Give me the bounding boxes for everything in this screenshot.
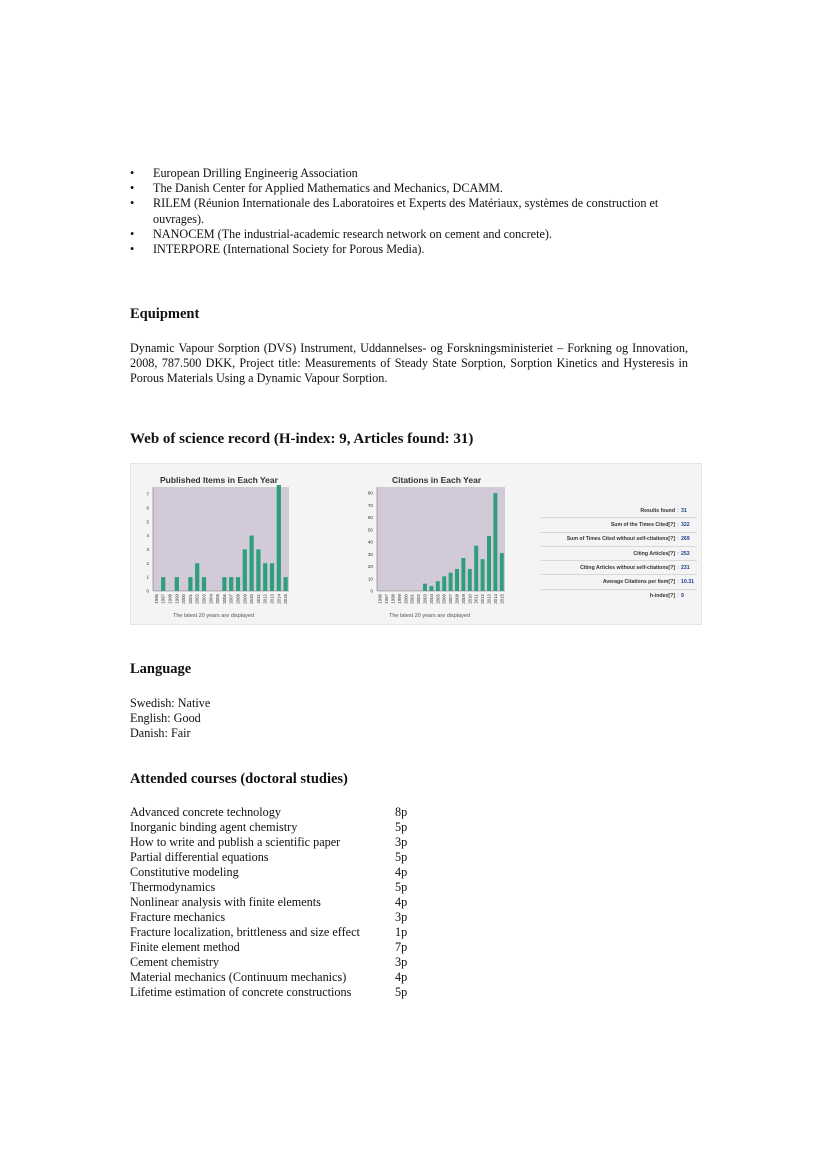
course-name: Cement chemistry [130,955,220,969]
course-row [130,835,407,850]
y-tick-label: 4 [146,533,149,539]
y-tick-label: 6 [146,505,149,511]
x-tick-label: 2000 [403,594,409,604]
y-tick-label: 0 [146,588,149,594]
x-tick-label: 2011 [255,594,261,604]
published-chart-title: Published Items in Each Year [160,475,278,485]
stat-label: Citing Articles without self-citations[?] [580,564,675,571]
stat-row [541,560,697,574]
x-tick-label: 1999 [174,594,180,604]
course-points: 1p [395,925,408,939]
x-tick-label: 2003 [422,594,428,604]
published-items-chart [135,485,295,613]
y-tick-label: 60 [367,515,373,521]
course-name: Nonlinear analysis with finite elements [130,895,321,909]
plot-area [153,487,289,591]
course-row [130,955,407,970]
course-name: Material mechanics (Continuum mechanics) [130,970,347,984]
language-list [130,696,210,742]
bar [449,573,453,591]
stat-label: Sum of Times Cited without self-citations[?] [566,536,675,543]
stat-row [541,546,697,560]
citations-chart [359,485,519,613]
y-tick-label: 5 [146,519,149,525]
x-tick-label: 2012 [480,594,486,604]
bar [222,577,226,591]
x-tick-label: 2005 [215,594,221,604]
stat-row [541,574,697,588]
bar [202,577,206,591]
y-tick-label: 1 [146,574,149,580]
bar [423,584,427,591]
bar [487,536,491,591]
course-name: Constitutive modeling [130,865,239,879]
course-points: 3p [395,955,408,969]
bar [283,577,287,591]
stat-value: 253 [681,550,690,557]
course-name: Fracture localization, brittleness and size effect [130,925,360,939]
y-tick-label: 10 [367,576,373,582]
course-name: Lifetime estimation of concrete constructions [130,985,352,999]
stat-separator: : [677,550,679,557]
bar [474,546,478,591]
stat-separator: : [677,536,679,543]
course-row [130,970,407,985]
course-row [130,820,407,835]
citations-chart-footnote: The latest 20 years are displayed [389,613,471,619]
citation-report [541,504,697,603]
stat-value: 269 [681,536,690,543]
language-item: Danish: Fair [130,726,191,741]
bar [263,563,267,591]
course-points: 5p [395,880,408,894]
course-points: 5p [395,850,408,864]
bar [461,558,465,591]
x-tick-label: 2007 [228,594,234,604]
bar [256,549,260,591]
x-tick-label: 1996 [153,594,159,604]
bar [243,549,247,591]
y-tick-label: 2 [146,560,149,566]
x-tick-label: 2005 [435,594,441,604]
list-item: • The Danish Center for Applied Mathematics and Mechanics, DCAMM. [130,181,690,196]
y-tick-label: 0 [370,588,373,594]
bar [270,563,274,591]
published-chart-footnote: The latest 20 years are displayed [173,613,255,619]
course-row [130,895,407,910]
x-tick-label: 1999 [396,594,402,604]
bar [481,559,485,591]
bar [277,485,281,591]
x-tick-label: 1997 [384,594,390,604]
bar [436,581,440,591]
x-tick-label: 2014 [492,594,498,604]
x-tick-label: 2001 [409,594,415,604]
bar [429,586,433,591]
course-name: Inorganic binding agent chemistry [130,820,298,834]
course-points: 5p [395,985,408,999]
stat-separator: : [677,564,679,571]
y-tick-label: 40 [367,539,373,545]
x-tick-label: 2010 [249,594,255,604]
course-row [130,925,407,940]
equipment-heading: Equipment [130,306,200,322]
language-item: English: Good [130,711,201,726]
stat-value: 31 [681,507,687,514]
x-tick-label: 2007 [448,594,454,604]
x-tick-label: 2001 [187,594,193,604]
course-points: 3p [395,835,408,849]
bar [236,577,240,591]
stat-label: Citing Articles[?] [633,550,675,557]
y-tick-label: 50 [367,527,373,533]
x-tick-label: 2008 [454,594,460,604]
y-tick-label: 30 [367,551,373,557]
stat-row [541,589,697,603]
y-tick-label: 80 [367,490,373,496]
course-row [130,910,407,925]
language-heading: Language [130,661,192,677]
x-tick-label: 1996 [377,594,383,604]
bar [175,577,179,591]
y-tick-label: 70 [367,502,373,508]
course-points: 4p [395,970,408,984]
x-tick-label: 2003 [201,594,207,604]
stat-row [541,517,697,531]
x-tick-label: 2000 [181,594,187,604]
bar [249,536,253,591]
x-tick-label: 2009 [460,594,466,604]
course-name: How to write and publish a scientific paper [130,835,341,849]
stat-row [541,532,697,546]
stat-label: Results found [640,507,675,514]
bar [188,577,192,591]
x-tick-label: 2015 [283,594,289,604]
course-points: 7p [395,940,408,954]
stat-value: 9 [681,593,684,600]
stat-separator: : [677,593,679,600]
stat-separator: : [677,507,679,514]
bar [455,569,459,591]
language-item: Swedish: Native [130,696,211,710]
web-of-science-heading: Web of science record (H-index: 9, Articles found: 31) [130,431,474,447]
plot-area [377,487,505,591]
x-tick-label: 1997 [160,594,166,604]
stat-value: 322 [681,521,690,528]
course-row [130,985,407,1000]
x-tick-label: 1998 [167,594,173,604]
stat-value: 10.31 [681,579,694,586]
bar [500,553,504,591]
course-points: 4p [395,865,408,879]
bar [442,576,446,591]
course-name: Thermodynamics [130,880,216,894]
equipment-text: Dynamic Vapour Sorption (DVS) Instrument, Uddannelses- og Forskningsministeriet – Forkning og Innovation, 2008, 787.500 DKK, Project title: Measurements of Steady State Sorption, Sorption Kinetics and Hysteresis in Porous Materials Using a Dynamic Vapour Sorption. [130,341,688,386]
courses-heading: Attended courses (doctoral studies) [130,771,348,787]
course-name: Fracture mechanics [130,910,226,924]
stat-separator: : [677,579,679,586]
x-tick-label: 2004 [428,594,434,604]
list-item: • RILEM (Réunion Internationale des Laboratoires et Experts des Matériaux, systèmes de construction et ouvrages). [130,196,690,226]
x-tick-label: 2009 [242,594,248,604]
x-tick-label: 2012 [262,594,268,604]
x-tick-label: 1998 [390,594,396,604]
list-item: • INTERPORE (International Society for Porous Media). [130,242,690,257]
stat-value: 231 [681,564,690,571]
course-name: Finite element method [130,940,240,954]
list-item: • NANOCEM (The industrial-academic research network on cement and concrete). [130,227,690,242]
stat-row [541,504,697,517]
x-tick-label: 2011 [473,594,479,604]
y-tick-label: 20 [367,564,373,570]
course-row [130,805,407,820]
x-tick-label: 2002 [416,594,422,604]
y-tick-label: 3 [146,547,149,552]
citations-chart-title: Citations in Each Year [392,475,482,485]
x-tick-label: 2004 [208,594,214,604]
x-tick-label: 2015 [499,594,505,604]
course-row [130,850,407,865]
stat-label: Sum of the Times Cited[?] [610,521,675,528]
course-name: Advanced concrete technology [130,805,281,819]
course-points: 8p [395,805,408,819]
x-tick-label: 2013 [486,594,492,604]
bar [161,577,165,591]
x-tick-label: 2013 [269,594,275,604]
course-row [130,865,407,880]
course-row [130,880,407,895]
x-tick-label: 2008 [235,594,241,604]
web-of-science-panel [130,463,702,625]
course-points: 5p [395,820,408,834]
x-tick-label: 2002 [194,594,200,604]
stat-separator: : [677,521,679,528]
bar [493,493,497,591]
bar [195,563,199,591]
course-points: 4p [395,895,408,909]
memberships-list [130,166,690,257]
bar [468,569,472,591]
stat-label: h-index[?] [649,593,675,600]
course-name: Partial differential equations [130,850,269,864]
x-tick-label: 2006 [441,594,447,604]
courses-table [130,805,407,1000]
course-points: 3p [395,910,408,924]
stat-label: Average Citations per Item[?] [602,579,675,586]
x-tick-label: 2010 [467,594,473,604]
y-tick-label: 7 [146,491,149,497]
bar [229,577,233,591]
list-item: • European Drilling Engineerig Association [130,166,690,181]
course-row [130,940,407,955]
x-tick-label: 2014 [276,594,282,604]
x-tick-label: 2006 [221,594,227,604]
